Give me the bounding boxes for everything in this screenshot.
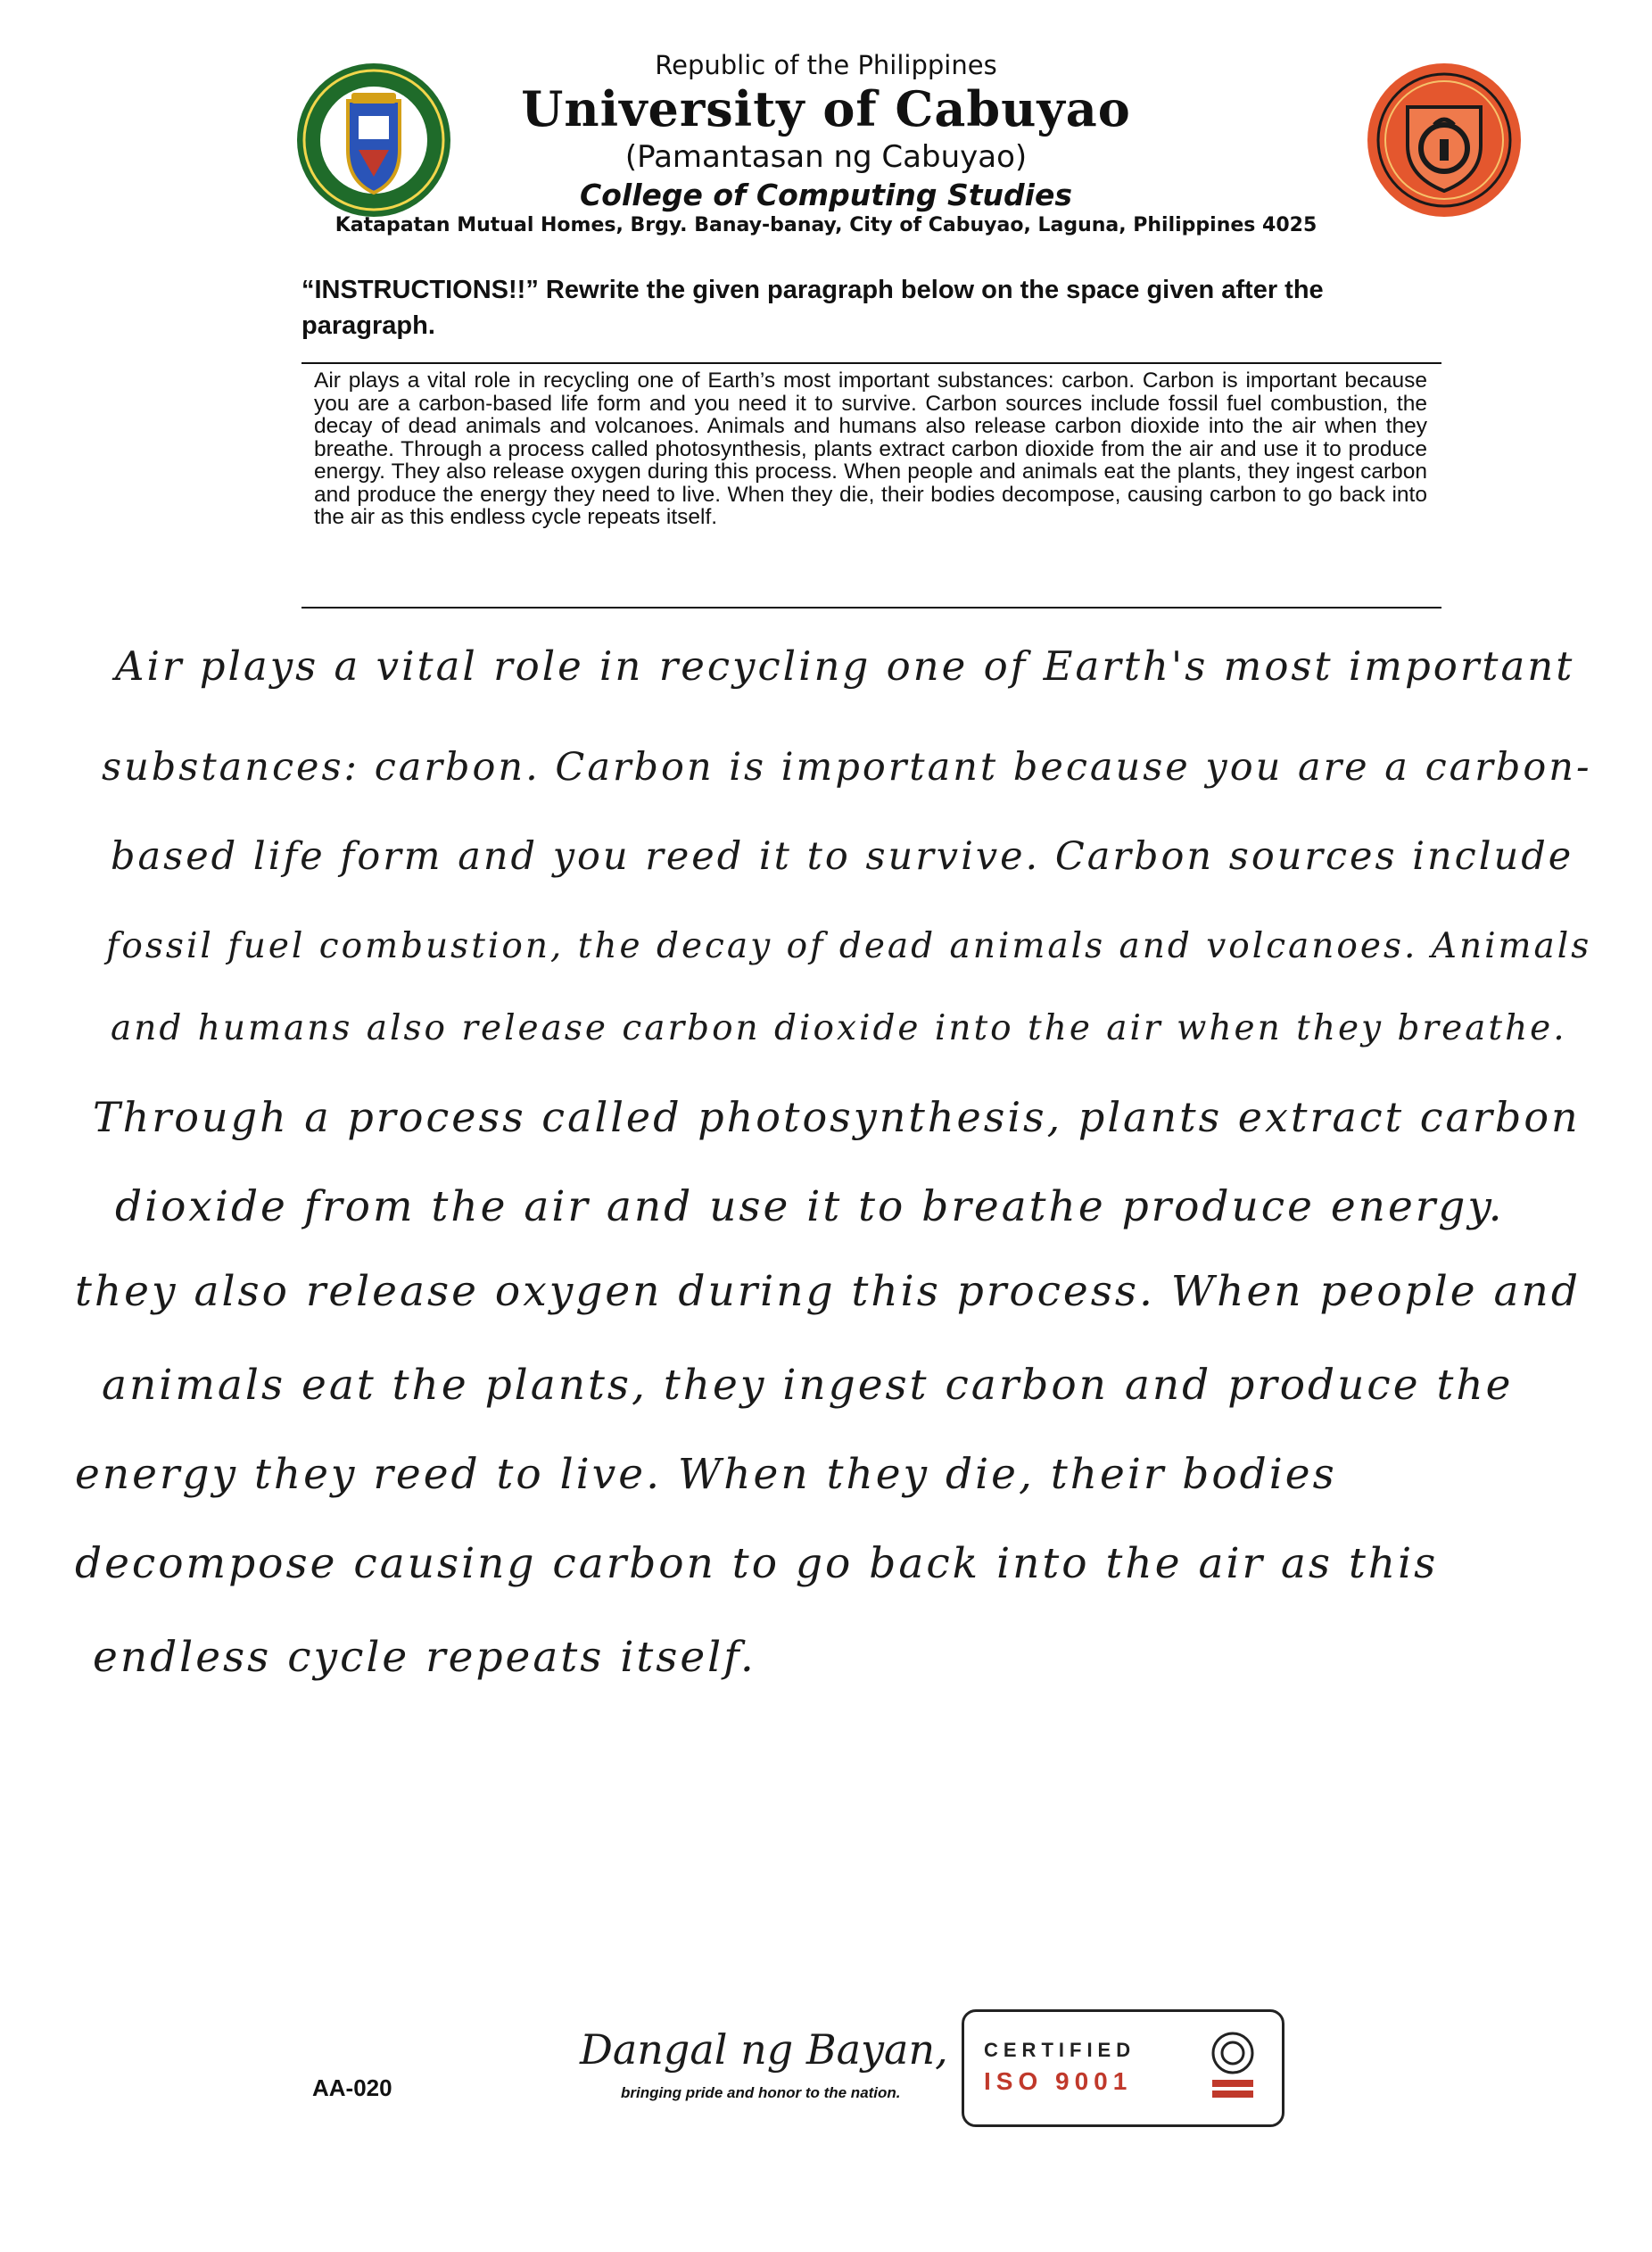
motto-title: Dangal ng Bayan, [580,2025,948,2074]
republic-label: Republic of the Philippines [655,50,997,80]
handwritten-line: endless cycle repeats itself. [93,1633,756,1682]
paragraph-bottom-rule [301,607,1441,609]
handwritten-line: animals eat the plants, they ingest carbon and produce the [102,1361,1514,1410]
handwritten-line: decompose causing carbon to go back into the air as this [75,1539,1439,1588]
handwritten-line: fossil fuel combustion, the decay of dead animals and volcanoes. Animals [106,926,1592,966]
university-name: University of Cabuyao [521,80,1131,137]
motto-block [580,2025,954,2124]
handwritten-line: and humans also release carbon dioxide into the air when they breathe. [111,1008,1567,1048]
handwritten-line: dioxide from the air and use it to breathe produce energy. [115,1182,1505,1231]
certification-body-icon [1207,2030,1259,2107]
handwritten-line: based life form and you reed it to survive. Carbon sources include [111,834,1574,879]
form-code: AA-020 [312,2074,392,2101]
handwritten-line: substances: carbon. Carbon is important because you are a carbon- [102,745,1592,790]
handwritten-line: Through a process called photosynthesis, plants extract carbon [93,1093,1581,1141]
university-address: Katapatan Mutual Homes, Brgy. Banay-banay, City of Cabuyao, Laguna, Philippines 4025 [335,214,1317,236]
instructions-text: “INSTRUCTIONS!!” Rewrite the given paragraph below on the space given after the paragraph. [301,276,1324,340]
motto-subtitle: bringing pride and honor to the nation. [621,2084,901,2101]
handwritten-line: they also release oxygen during this process. When people and [75,1267,1581,1316]
certified-label: CERTIFIED [984,2039,1136,2061]
college-name: College of Computing Studies [580,178,1072,212]
iso-label: ISO 9001 [984,2067,1133,2095]
iso-certification-badge [962,2009,1284,2127]
paragraph-top-rule [301,362,1441,364]
source-paragraph: Air plays a vital role in recycling one of Earth’s most important substances: carbon. Carbon is important because you are a carbon-based life form and you need it to survive. Carbon sources include fossil fuel combustion, the decay of dead animals and volcanoes. Animals and humans also release carbon dioxide into the air when they breathe. Through a process called photosynthesis, plants extract carbon dioxide from the air and use it to produce energy. They also release oxygen during this process. When people and animals eat the plants, they ingest carbon and produce the energy they need to live. When they die, their bodies decompose, causing carbon to go back into the air as this endless cycle repeats itself. [314,368,1427,529]
handwritten-line: Air plays a vital role in recycling one of Earth's most important [115,642,1575,690]
university-local-name: (Pamantasan ng Cabuyao) [624,139,1028,175]
handwritten-line: energy they reed to live. When they die, their bodies [75,1450,1337,1499]
